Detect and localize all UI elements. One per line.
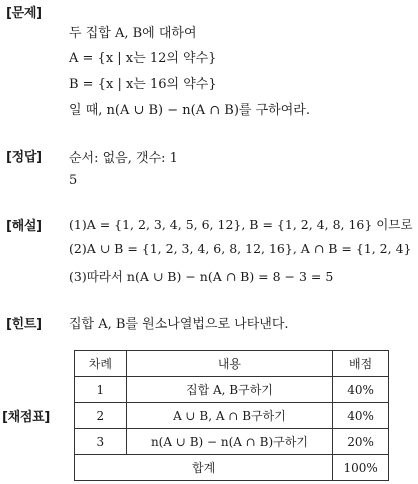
rubric-header-content: 내용 (126, 351, 332, 377)
rubric-row-content: n(A ∪ B) − n(A ∩ B)구하기 (126, 429, 332, 455)
rubric-row (75, 377, 389, 403)
rubric-row-no: 1 (75, 377, 127, 403)
rubric-row (75, 429, 389, 455)
rubric-row (75, 403, 389, 429)
explanation-line-1: (1)A = {1, 2, 3, 4, 5, 6, 12}, B = {1, 2, 4, 8, 16} 이므로 (69, 217, 413, 232)
problem-line-3: B = {x | x는 16의 약수} (69, 77, 217, 92)
rubric-total-row (75, 455, 389, 481)
rubric-row-score: 20% (333, 429, 389, 455)
problem-line-4: 일 때, n(A ∪ B) − n(A ∩ B)를 구하여라. (69, 103, 310, 118)
rubric-table (74, 350, 389, 481)
answer-label: [정답] (6, 150, 42, 165)
answer-line-2: 5 (69, 173, 78, 188)
rubric-row-content: A ∪ B, A ∩ B구하기 (126, 403, 332, 429)
rubric-header-score: 배점 (333, 351, 389, 377)
explanation-line-3: (3)따라서 n(A ∪ B) − n(A ∩ B) = 8 − 3 = 5 (69, 269, 334, 284)
hint-text: 집합 A, B를 원소나열법으로 나타낸다. (69, 317, 289, 332)
hint-label: [힌트] (6, 317, 42, 332)
rubric-header-row (75, 351, 389, 377)
problem-line-2: A = {x | x는 12의 약수} (69, 51, 217, 66)
answer-line-1: 순서: 없음, 갯수: 1 (69, 151, 178, 166)
rubric-total-score: 100% (333, 455, 389, 481)
explanation-label: [해설] (6, 219, 42, 234)
problem-line-1: 두 집합 A, B에 대하여 (69, 26, 197, 41)
explanation-line-2: (2)A ∪ B = {1, 2, 3, 4, 6, 8, 12, 16}, A ∩ B = {1, 2, 4} (69, 241, 412, 256)
rubric-total-label: 합계 (75, 455, 333, 481)
rubric-row-content: 집합 A, B구하기 (126, 377, 332, 403)
rubric-row-no: 3 (75, 429, 127, 455)
rubric-label: [채점표] (2, 410, 51, 425)
rubric-row-score: 40% (333, 403, 389, 429)
rubric-row-score: 40% (333, 377, 389, 403)
rubric-row-no: 2 (75, 403, 127, 429)
rubric-header-no: 차례 (75, 351, 127, 377)
problem-label: [문제] (6, 6, 42, 21)
